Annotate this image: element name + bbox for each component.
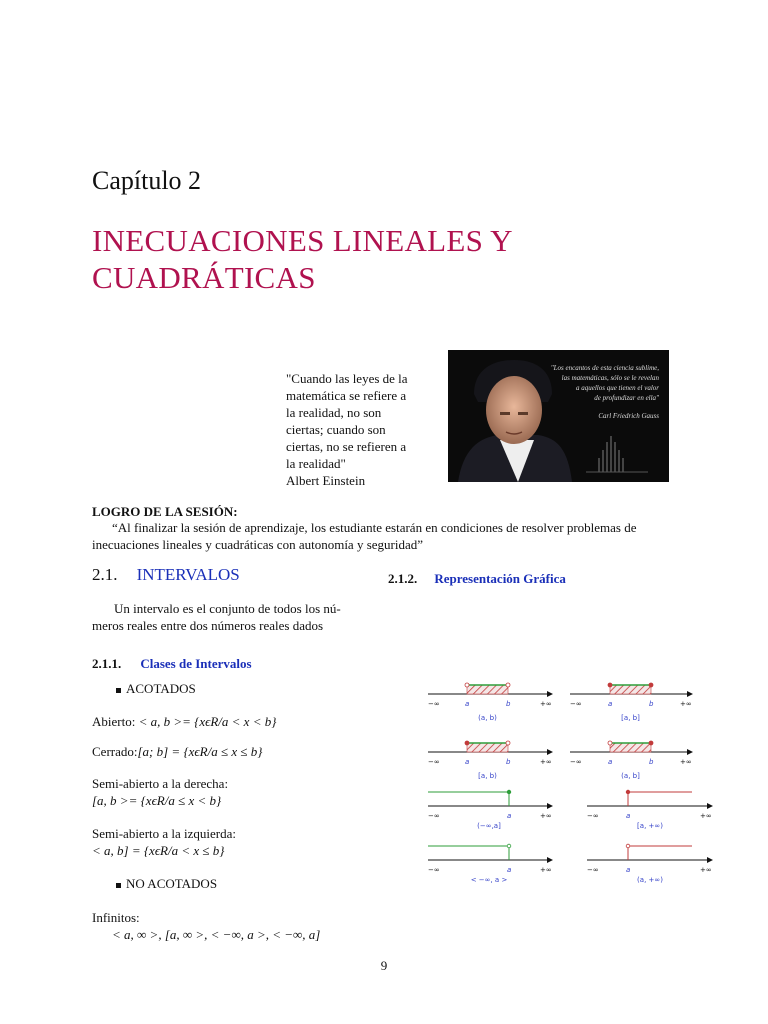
tick-label-a: a [507,812,512,820]
bullet-label: ACOTADOS [126,681,196,696]
def-label: Abierto: [92,714,136,729]
tick-label-pos-infinity: +∞ [540,866,552,874]
tick-label-pos-infinity: +∞ [540,758,552,766]
def-label: Infinitos: [92,910,140,925]
portrait-quote-line: "Los encantos de esta ciencia sublime, [550,364,659,372]
tick-label-neg-infinity: −∞ [428,758,440,766]
tick-label-neg-infinity: −∞ [428,812,440,820]
graph-caption: (a, b) [478,714,497,722]
tick-label-pos-infinity: +∞ [540,812,552,820]
endpoint-marker [626,844,630,848]
graph-caption: [a, +∞) [637,822,663,830]
tick-label-pos-infinity: +∞ [680,758,692,766]
subsection-title: Clases de Intervalos [140,656,252,671]
logro-text: “Al finalizar la sesión de aprendizaje, los estudiante estarán en condiciones de resolver problemas de inecuaciones lineales y cuadráticas con autonomía y seguridad” [92,520,637,552]
tick-label-b: b [506,700,511,708]
endpoint-marker [465,741,469,745]
quote-line: matemática se refiere a [286,388,407,403]
endpoint-marker [626,790,630,794]
endpoint-marker [465,683,469,687]
tick-label-b: b [506,758,511,766]
def-math: [a, b >= {xϵR/a ≤ x < b} [92,793,222,808]
tick-label-pos-infinity: +∞ [700,866,712,874]
subsection-number: 2.1.2. [388,571,418,586]
portrait-quote-line: las matemáticas, sólo se le revelan [561,374,659,382]
endpoint-marker [506,683,510,687]
endpoint-marker [507,790,511,794]
tick-label-neg-infinity: −∞ [428,700,440,708]
graph-caption: [a, b] [621,714,640,722]
quote-line: ciertas, no se refieren a [286,439,407,454]
intro-line: Un intervalo es el conjunto de todos los nú- [114,601,341,616]
interval-hatch [467,743,508,752]
interval-hatch [467,685,508,694]
graph-caption: (a, b] [621,772,640,780]
chapter-title-line1: INECUACIONES LINEALES Y [92,223,513,258]
tick-label-a: a [608,758,613,766]
section-title: INTERVALOS [136,565,240,584]
quote-line: "Cuando las leyes de la [286,371,408,386]
interval-ray [428,846,509,860]
graph-caption: [a, b) [478,772,497,780]
def-math: < a, b] = {xϵR/a < x ≤ b} [92,843,225,858]
tick-label-pos-infinity: +∞ [680,700,692,708]
endpoint-marker [507,844,511,848]
chapter-title-line2: CUADRÁTICAS [92,260,316,295]
tick-label-neg-infinity: −∞ [570,700,582,708]
interval-hatch [610,685,651,694]
endpoint-marker [608,741,612,745]
tick-label-b: b [649,758,654,766]
endpoint-marker [649,741,653,745]
def-math: < a, b >= {xϵR/a < x < b} [138,714,277,729]
endpoint-marker [506,741,510,745]
tick-label-a: a [608,700,613,708]
quote-author: Albert Einstein [286,473,366,488]
graph-caption: < −∞, a > [470,876,508,884]
tick-label-a: a [465,700,470,708]
intro-line: meros reales entre dos números reales dados [92,618,324,633]
subsection-title: Representación Gráfica [434,571,566,586]
logro-heading: LOGRO DE LA SESIÓN: [92,504,238,519]
tick-label-b: b [649,700,654,708]
interval-hatch [610,743,651,752]
graph-caption: (−∞,a] [477,822,501,830]
tick-label-a: a [507,866,512,874]
portrait-quote-line: de profundizar en ella" [594,394,659,402]
portrait-quote-line: a aquellos que tienen el valor [575,384,659,392]
tick-label-a: a [465,758,470,766]
quote-line: la realidad, no son [286,405,382,420]
bullet-label: NO ACOTADOS [126,876,218,891]
def-label: Semi-abierto a la derecha: [92,776,229,791]
section-number: 2.1. [92,565,118,584]
quote-line: ciertas; cuando son [286,422,386,437]
def-math: [a; b] = {xϵR/a ≤ x ≤ b} [137,744,263,759]
graph-caption: (a, +∞) [637,876,663,884]
tick-label-neg-infinity: −∞ [570,758,582,766]
tick-label-pos-infinity: +∞ [540,700,552,708]
def-label: Semi-abierto a la izquierda: [92,826,237,841]
interval-ray [428,792,509,806]
subsection-number: 2.1.1. [92,656,122,671]
endpoint-marker [608,683,612,687]
chapter-label: Capítulo 2 [92,166,202,195]
def-label: Cerrado: [92,744,138,759]
tick-label-a: a [626,866,631,874]
tick-label-neg-infinity: −∞ [428,866,440,874]
page-number: 9 [380,958,388,973]
tick-label-a: a [626,812,631,820]
quote-line: la realidad" [286,456,346,471]
portrait-signature: Carl Friedrich Gauss [598,412,659,420]
def-math: < a, ∞ >, [a, ∞ >, < −∞, a >, < −∞, a] [112,927,321,942]
interval-ray [628,792,692,806]
tick-label-neg-infinity: −∞ [587,812,599,820]
endpoint-marker [649,683,653,687]
interval-ray [628,846,692,860]
tick-label-pos-infinity: +∞ [700,812,712,820]
tick-label-neg-infinity: −∞ [587,866,599,874]
